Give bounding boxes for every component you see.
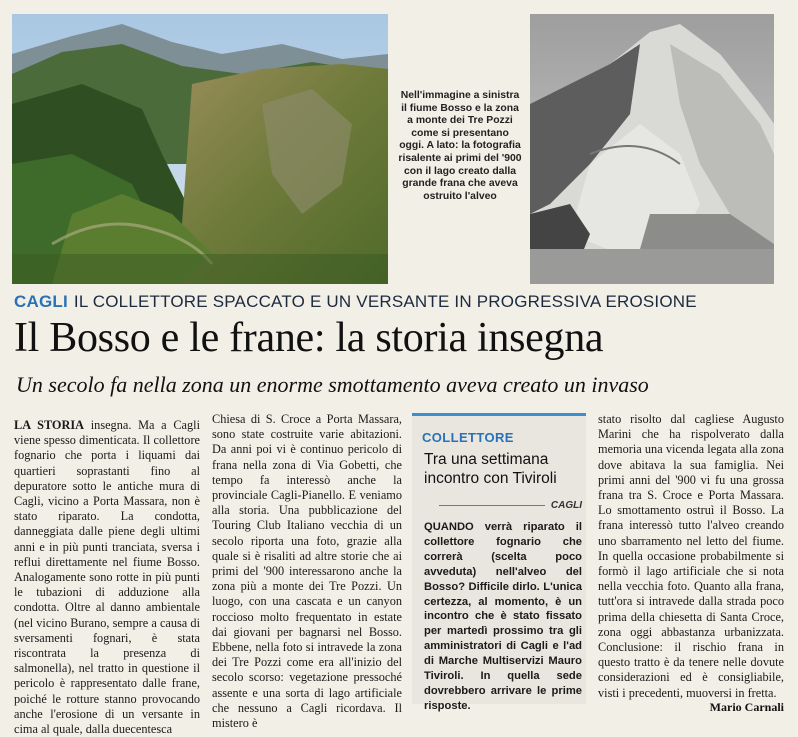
photo-bosso-valley (12, 14, 388, 284)
article-column-1 (14, 418, 200, 737)
kicker-tag: CAGLI (14, 292, 68, 311)
article-column-4: stato risolto dal cagliese Augusto Marini che ha rispolverato dalla memoria una vicenda legata alla zona dove abitava la sua famiglia. Nei primi anni del '900 vi fu una grossa frana tra S. Croce e Porta Massara. Lo smottamento ostruì il Bosso. La frana interessò tutto l'alveo creando uno sbarramento nel letto del fiume. In quella occasione probabilmente si formò il lago artificiale che si nota nella vecchia foto. Quanto alla frana, tutt'ora si intravede dalla strada poco prima della chiesetta di Santa Croce, zona oggi abbastanza urbanizzata. Conclusione: il rischio frana in questo tratto è da tenere nelle dovute considerazioni ed è consigliabile, visti i precedenti, muoversi in fretta. (598, 412, 784, 700)
sidebar-body: QUANDO verrà riparato il collettore fognario che correrà (scelta poco avveduta) nell'alveo del Bosso? Difficile dirlo. L'unica certezza, al momento, è un incontro che è stato fissato per martedì prossimo tra gli amministratori di Cagli e l'ad di Marche Multiservizi Mauro Tiviroli. In quella sede dovrebbero arrivare le prime risposte. (424, 521, 582, 712)
article-column-1-text: insegna. Ma a Cagli viene spesso dimenticata. Il collettore fognario che porta i liquami dai quartieri soprastanti fino al depuratore sotto le antiche mura di Cagli, vicino a Porta Massara, non è stato riparato. La condotta, danneggiata dalle piene degli ultimi anni e in più punti tranciata, sversa i reflui direttamente nel fiume Bosso. Analogamente sono rotte in più punti le tubazioni di adduzione alla condotta. Oltre al danno ambientale (nel vicino Burano, sempre a causa di sversamenti fognari, è stata riscontrata la presenza di salmonella), nel tratto in questione il pericolo è rappresentato dalle frane, poiché le rotture stanno provocando anche l'erosione di un versante in cima al quale, dalla duecentesca (14, 418, 200, 737)
byline: Mario Carnali (709, 700, 784, 714)
kicker-text: IL COLLETTORE SPACCATO E UN VERSANTE IN PROGRESSIVA EROSIONE (73, 292, 697, 311)
sidebar-label: COLLETTORE (422, 430, 514, 445)
kicker (14, 292, 784, 312)
article-column-2: Chiesa di S. Croce a Porta Massara, sono state costruite varie abitazioni. Da anni poi vi è continuo pericolo di frana nella zona di Via Gobetti, che tempo fa interessò anche la provinciale Cagli-Pianello. E veniamo alla storia. Una pubblicazione del Touring Club Italiano vecchia di un secolo riporta una foto, grazie alla quale si è risaliti ad altre storie che ai primi del '900 interessarono anche la zona più a monte dei Tre Pozzi. Un luogo, con una cascata e un canyon roccioso molto frequentato in estate dai giovani per bagnarsi nel Bosso. Ebbene, nella foto si intravede la zona dei Tre Pozzi come era all'inizio del secolo scorso: vegetazione pressoché assente e una sorta di lago artificiale che nessuno a Cagli ricordava. Il mistero è (212, 412, 402, 731)
photo-historic-landslide (530, 14, 774, 284)
sidebar-title: Tra una settimana incontro con Tiviroli (424, 451, 557, 487)
sidebar-box (412, 413, 586, 712)
article-lead: LA STORIA (14, 418, 85, 432)
photo-caption: Nell'immagine a sinistra il fiume Bosso e la zona a monte dei Tre Pozzi come si presentano oggi. A lato: la fotografia risalente ai primi del '900 con il lago creato dalla grande frana che aveva ostruito l'alveo (398, 90, 522, 202)
headline: Il Bosso e le frane: la storia insegna (14, 315, 604, 361)
sidebar-source: CAGLI (424, 500, 582, 511)
subtitle: Un secolo fa nella zona un enorme smottamento aveva creato un invaso (16, 372, 649, 397)
